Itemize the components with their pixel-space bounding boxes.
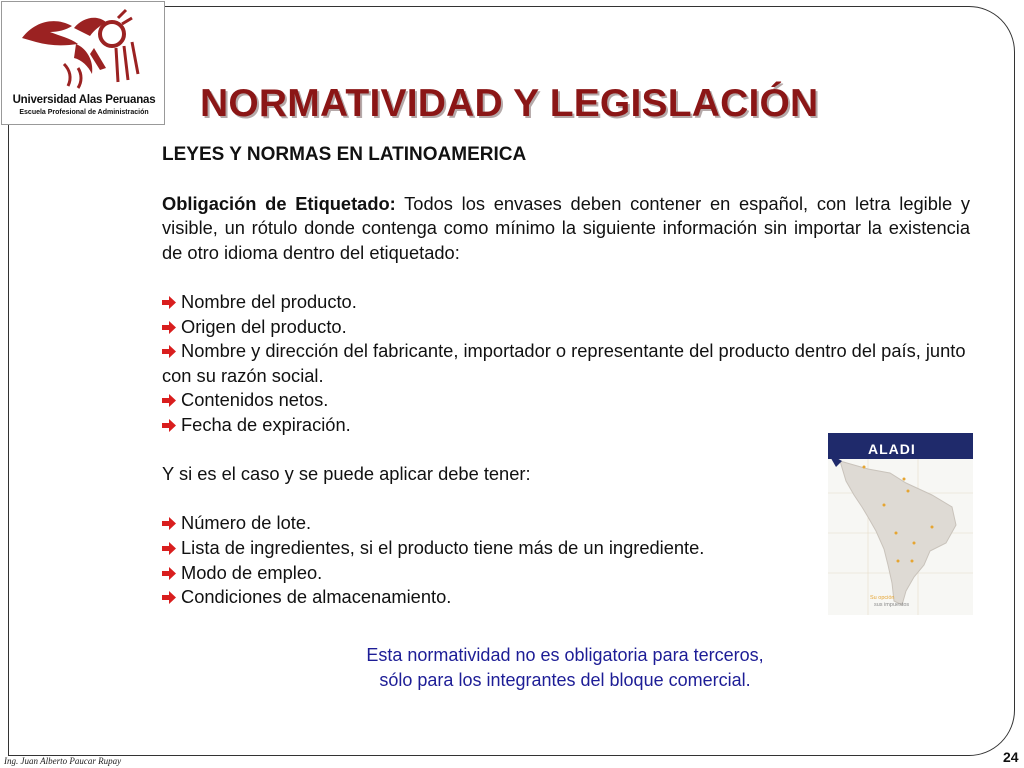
red-arrow-bullet-icon bbox=[162, 542, 176, 555]
labeling-label: Obligación de Etiquetado: bbox=[162, 192, 396, 214]
section-heading: LEYES Y NORMAS EN LATINOAMERICA bbox=[162, 144, 527, 165]
red-arrow-bullet-icon bbox=[162, 419, 176, 432]
university-name: Universidad Alas Peruanas bbox=[12, 94, 156, 106]
optional-intro: Y si es el caso y se puede aplicar debe tener: bbox=[162, 463, 531, 485]
aladi-map-image bbox=[828, 433, 973, 615]
labeling-text: Todos los envases deben contener en español, con letra legible y visible, un rótulo donde contenga como mínimo la siguiente información sin importar la existencia de otro idioma dentro del etiquetado: bbox=[162, 192, 970, 263]
list-item: Nombre y dirección del fabricante, importador o representante del producto dentro del país, junto con su razón social. bbox=[162, 340, 966, 386]
red-arrow-bullet-icon bbox=[162, 296, 176, 309]
note-text: Esta normatividad no es obligatoria para terceros, sólo para los integrantes del bloque comercial. bbox=[366, 645, 764, 690]
university-logo bbox=[1, 1, 165, 125]
list-item: Origen del producto. bbox=[162, 315, 970, 340]
page-number: 24 bbox=[1003, 749, 1019, 765]
labeling-paragraph bbox=[162, 192, 970, 266]
red-arrow-bullet-icon bbox=[162, 321, 176, 334]
list-item: Nombre del producto. bbox=[162, 290, 970, 315]
map-banner: ALADI bbox=[868, 441, 916, 457]
map-caption-2: sus impuestos bbox=[874, 602, 910, 608]
list-item: Fecha de expiración. bbox=[162, 413, 970, 438]
red-arrow-bullet-icon bbox=[162, 591, 176, 604]
author-footer: Ing. Juan Alberto Paucar Rupay bbox=[4, 756, 122, 766]
map-caption-1: Su opción bbox=[870, 595, 895, 601]
school-name: Escuela Profesional de Administración bbox=[19, 109, 149, 116]
list-item: Condiciones de almacenamiento. bbox=[162, 585, 970, 610]
red-arrow-bullet-icon bbox=[162, 394, 176, 407]
list-item: Modo de empleo. bbox=[162, 561, 970, 586]
list-item: Contenidos netos. bbox=[162, 388, 970, 413]
red-arrow-bullet-icon bbox=[162, 345, 176, 358]
list-item: Número de lote. bbox=[162, 511, 970, 536]
slide-title: NORMATIVIDAD Y LEGISLACIÓN bbox=[200, 82, 819, 125]
red-arrow-bullet-icon bbox=[162, 517, 176, 530]
list-item: Lista de ingredientes, si el producto tiene más de un ingrediente. bbox=[162, 536, 970, 561]
condor-emblem-icon bbox=[14, 8, 154, 90]
red-arrow-bullet-icon bbox=[162, 567, 176, 580]
